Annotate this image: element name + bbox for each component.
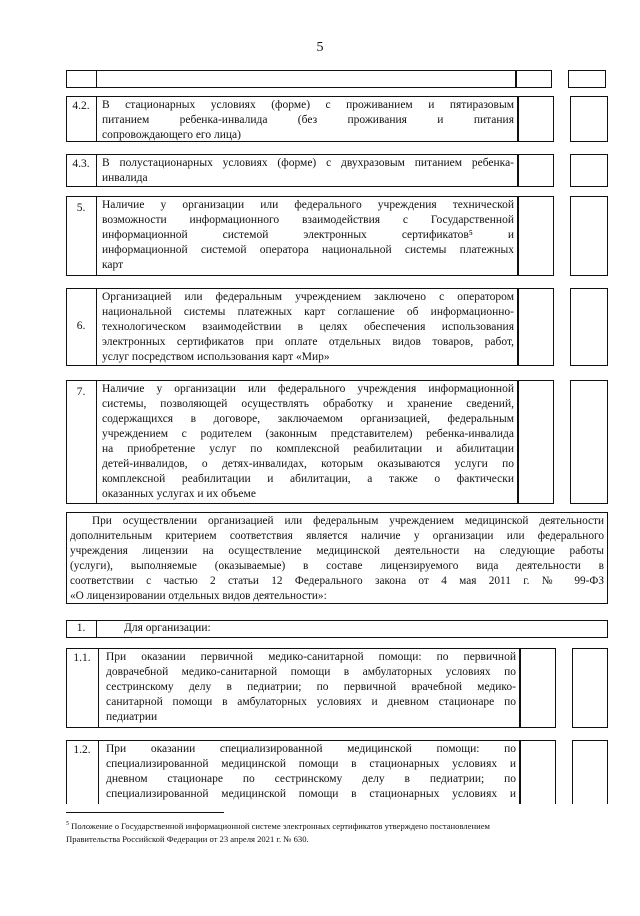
text-line: (услуги), выполняемые (оказываемые) в составе лицензируемого вида деятельности в — [70, 560, 604, 572]
text-line: специализированной медицинской помощи в стационарных условиях и — [106, 788, 516, 800]
mark-cell-b — [570, 288, 608, 366]
text-line: В полустационарных условиях (форме) с двухразовым питанием ребенка- — [102, 157, 514, 169]
row-text — [106, 650, 516, 725]
text-line: педиатрии — [106, 711, 158, 723]
text-line: «О лицензировании отдельных видов деятельности»: — [70, 590, 327, 602]
text-line: сопровождающего его лица) — [102, 129, 241, 141]
cell-divider — [96, 380, 97, 504]
mark-cell-b — [568, 70, 606, 88]
cell-divider — [98, 740, 99, 804]
text-line: системы, позволяющей осуществлять обработку и хранение сведений, — [102, 398, 514, 410]
text-line: технологическом взаимодействии в целях обеспечения использования — [102, 321, 514, 333]
text-line: При осуществлении организацией или федеральным учреждением медицинской деятельности — [92, 515, 604, 527]
row-text — [102, 98, 514, 143]
cell-divider — [96, 288, 97, 366]
text-line: карт — [102, 259, 124, 271]
cell-divider — [96, 70, 97, 88]
row-number: 5. — [76, 202, 86, 214]
row-number: 4.2. — [72, 100, 90, 112]
mark-cell-a — [520, 648, 556, 728]
row-number: 1.2. — [73, 744, 91, 756]
text-line: возможности информационного взаимодействия с Государственной — [102, 214, 514, 226]
mark-cell-b — [572, 740, 608, 804]
cell-divider — [96, 154, 97, 187]
text-line: учреждения лицензии на осуществление медицинской деятельности на следующие работы — [70, 545, 604, 557]
text-line: на приобретение услуг по комплексной реабилитации и абилитации — [102, 443, 514, 455]
text-line: комплексной реабилитации и абилитации, а также о фактически — [102, 473, 514, 485]
mark-cell-a — [520, 740, 556, 804]
text-line: специализированной медицинской помощи в стационарных условиях и — [106, 758, 516, 770]
text-line: оказанных услугах и их объеме — [102, 488, 256, 500]
text-line: Наличие у организации или федерального учреждения информационной — [102, 383, 514, 395]
cell-divider — [96, 620, 97, 638]
mark-cell-b — [570, 196, 608, 276]
text-line: доврачебной медико-санитарной помощи в амбулаторных условиях по — [106, 666, 516, 678]
text-line: дневном стационаре по сестринскому делу в педиатрии; по — [106, 773, 516, 785]
section-number: 1. — [76, 622, 86, 634]
text-line: национальной системы платежных карт соглашение об информационно- — [102, 306, 514, 318]
footnote — [66, 818, 606, 846]
text-line: питанием ребенка-инвалида (без проживания и питания — [102, 114, 514, 126]
row-text — [102, 198, 514, 273]
section-label: Для организации: — [124, 622, 211, 634]
mark-cell-a — [518, 196, 554, 276]
mark-cell-b — [570, 154, 608, 187]
footnote-mark: 5 — [66, 821, 69, 827]
mark-cell-a — [518, 288, 554, 366]
row-text — [106, 742, 516, 802]
page-number: 5 — [316, 40, 324, 55]
text-line: Организацией или федеральным учреждением заключено с оператором — [102, 291, 514, 303]
cell-divider — [96, 96, 97, 142]
text-line: электронных сертификатов при оплате отдельных видов товаров, работ, — [102, 336, 514, 348]
row-number: 7. — [76, 386, 86, 398]
mark-cell-b — [572, 648, 608, 728]
criteria-paragraph — [70, 514, 604, 604]
cell-divider — [96, 196, 97, 276]
cell-divider — [98, 648, 99, 728]
text-line: Наличие у организации или федерального учреждения технической — [102, 199, 514, 211]
table-row-empty — [66, 70, 516, 88]
text-line: При оказании первичной медико-санитарной помощи: по первичной — [106, 651, 516, 663]
footnote-line: Положение о Государственной информационной системе электронных сертификатов утверждено постановлением — [71, 820, 490, 831]
text-line: услуг посредством использования карт «Мир» — [102, 351, 330, 363]
row-number: 6. — [76, 320, 86, 332]
text-line: информационной системой электронных сертификатов⁵ и — [102, 229, 514, 241]
text-line: В стационарных условиях (форме) с проживанием и пятиразовым — [102, 99, 514, 111]
text-line: При оказании специализированной медицинской помощи: по — [106, 743, 516, 755]
mark-cell-b — [570, 380, 608, 504]
footnote-separator — [66, 812, 224, 813]
text-line: сестринскому делу в педиатрии; по первичной врачебной медико- — [106, 681, 516, 693]
row-text — [102, 290, 514, 365]
row-text — [102, 156, 514, 186]
row-text — [102, 382, 514, 502]
text-line: учреждением с родителем (законным представителем) ребенка-инвалида — [102, 428, 514, 440]
text-line: детей-инвалидов, о детях-инвалидах, которым оказываются услуги по — [102, 458, 514, 470]
text-line: информационной системой оператора национальной системы платежных — [102, 244, 514, 256]
mark-cell-b — [570, 96, 608, 142]
mark-cell-a — [518, 96, 554, 142]
mark-cell-a — [518, 380, 554, 504]
text-line: дополнительным критерием соответствия является наличие у организации или федерального — [70, 530, 604, 542]
row-number: 1.1. — [73, 652, 91, 664]
mark-cell-a — [516, 70, 552, 88]
text-line: содержащихся в договоре, заключаемом организацией, федеральным — [102, 413, 514, 425]
row-number: 4.3. — [72, 158, 90, 170]
text-line: соответствии с частью 2 статьи 12 Федерального закона от 4 мая 2011 г. № 99-ФЗ — [70, 575, 604, 587]
text-line: санитарной помощи в амбулаторных условиях и дневном стационаре по — [106, 696, 516, 708]
text-line: инвалида — [102, 172, 148, 184]
footnote-line: Правительства Российской Федерации от 23 апреля 2021 г. № 630. — [66, 833, 309, 844]
mark-cell-a — [518, 154, 554, 187]
